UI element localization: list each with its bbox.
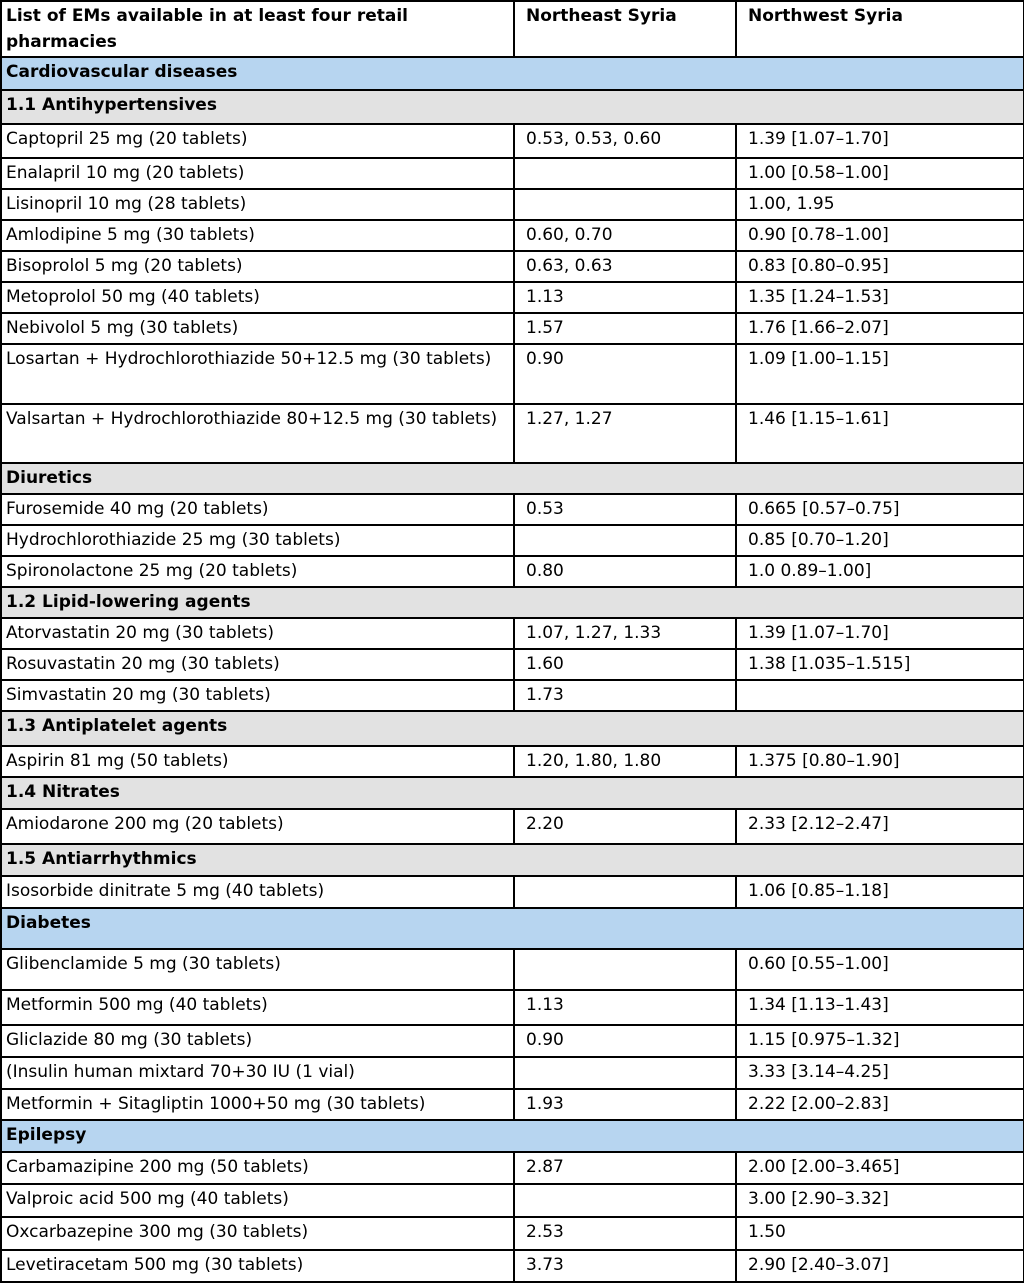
northwest-price-cell: 1.38 [1.035–1.515] <box>736 649 1024 680</box>
medicine-cell: Enalapril 10 mg (20 tablets) <box>1 158 514 189</box>
subsection-title: Diuretics <box>1 463 1024 494</box>
table-row <box>1 189 1024 220</box>
northwest-price-cell: 1.06 [0.85–1.18] <box>736 876 1024 908</box>
medicine-cell: Atorvastatin 20 mg (30 tablets) <box>1 618 514 649</box>
northwest-price-cell: 1.375 [0.80–1.90] <box>736 746 1024 777</box>
medicine-cell: Metformin + Sitagliptin 1000+50 mg (30 tablets) <box>1 1089 514 1120</box>
northwest-price-cell: 2.00 [2.00–3.465] <box>736 1152 1024 1184</box>
section-header-row <box>1 908 1024 949</box>
table-row <box>1 1025 1024 1057</box>
table-row <box>1 649 1024 680</box>
northwest-price-cell: 0.665 [0.57–0.75] <box>736 494 1024 525</box>
medicine-cell: Amiodarone 200 mg (20 tablets) <box>1 809 514 844</box>
medicine-cell: Metoprolol 50 mg (40 tablets) <box>1 282 514 313</box>
medicine-cell: Metformin 500 mg (40 tablets) <box>1 990 514 1025</box>
northeast-price-cell <box>514 949 736 990</box>
table-row <box>1 220 1024 251</box>
northwest-price-cell: 0.85 [0.70–1.20] <box>736 525 1024 556</box>
northeast-price-cell <box>514 876 736 908</box>
northeast-price-cell <box>514 525 736 556</box>
northeast-price-cell <box>514 1057 736 1089</box>
table-row <box>1 809 1024 844</box>
section-title: Cardiovascular diseases <box>1 57 1024 90</box>
northeast-price-cell: 1.13 <box>514 282 736 313</box>
table-body <box>1 57 1024 1282</box>
northeast-price-cell: 0.90 <box>514 1025 736 1057</box>
subsection-header-row <box>1 587 1024 618</box>
medicine-cell: Aspirin 81 mg (50 tablets) <box>1 746 514 777</box>
table-row <box>1 876 1024 908</box>
northeast-price-cell: 1.60 <box>514 649 736 680</box>
northwest-price-cell: 1.35 [1.24–1.53] <box>736 282 1024 313</box>
northwest-price-cell <box>736 680 1024 711</box>
northeast-price-cell: 1.27, 1.27 <box>514 404 736 463</box>
northeast-price-cell: 0.53 <box>514 494 736 525</box>
northwest-price-cell: 3.00 [2.90–3.32] <box>736 1184 1024 1217</box>
column-header-northeast: Northeast Syria <box>514 1 736 57</box>
northeast-price-cell: 2.87 <box>514 1152 736 1184</box>
table-row <box>1 124 1024 158</box>
northeast-price-cell: 3.73 <box>514 1250 736 1282</box>
table-row <box>1 949 1024 990</box>
medicine-cell: Nebivolol 5 mg (30 tablets) <box>1 313 514 344</box>
medicine-cell: Amlodipine 5 mg (30 tablets) <box>1 220 514 251</box>
medicine-cell: Captopril 25 mg (20 tablets) <box>1 124 514 158</box>
northeast-price-cell: 1.73 <box>514 680 736 711</box>
northeast-price-cell: 1.13 <box>514 990 736 1025</box>
table-row <box>1 556 1024 587</box>
northwest-price-cell: 1.0 0.89–1.00] <box>736 556 1024 587</box>
table-row <box>1 313 1024 344</box>
northeast-price-cell: 2.53 <box>514 1217 736 1250</box>
table-row <box>1 990 1024 1025</box>
table-row <box>1 746 1024 777</box>
medicine-cell: (Insulin human mixtard 70+30 IU (1 vial) <box>1 1057 514 1089</box>
subsection-title: 1.1 Antihypertensives <box>1 90 1024 124</box>
subsection-header-row <box>1 463 1024 494</box>
northeast-price-cell: 1.20, 1.80, 1.80 <box>514 746 736 777</box>
northwest-price-cell: 0.83 [0.80–0.95] <box>736 251 1024 282</box>
medicine-cell: Spironolactone 25 mg (20 tablets) <box>1 556 514 587</box>
northeast-price-cell <box>514 158 736 189</box>
subsection-header-row <box>1 711 1024 746</box>
northeast-price-cell: 0.53, 0.53, 0.60 <box>514 124 736 158</box>
medicine-cell: Rosuvastatin 20 mg (30 tablets) <box>1 649 514 680</box>
table-row <box>1 158 1024 189</box>
column-header-northwest: Northwest Syria <box>736 1 1024 57</box>
northeast-price-cell: 2.20 <box>514 809 736 844</box>
section-title: Epilepsy <box>1 1120 1024 1152</box>
medicine-cell: Glibenclamide 5 mg (30 tablets) <box>1 949 514 990</box>
northwest-price-cell: 0.60 [0.55–1.00] <box>736 949 1024 990</box>
subsection-title: 1.4 Nitrates <box>1 777 1024 809</box>
table-row <box>1 525 1024 556</box>
northwest-price-cell: 1.50 <box>736 1217 1024 1250</box>
subsection-title: 1.3 Antiplatelet agents <box>1 711 1024 746</box>
header-row <box>1 1 1024 57</box>
table-row <box>1 1152 1024 1184</box>
medicine-cell: Losartan + Hydrochlorothiazide 50+12.5 mg (30 tablets) <box>1 344 514 404</box>
medicine-cell: Carbamazipine 200 mg (50 tablets) <box>1 1152 514 1184</box>
table-row <box>1 1217 1024 1250</box>
northwest-price-cell: 3.33 [3.14–4.25] <box>736 1057 1024 1089</box>
northwest-price-cell: 1.34 [1.13–1.43] <box>736 990 1024 1025</box>
table-row <box>1 1057 1024 1089</box>
northeast-price-cell: 0.80 <box>514 556 736 587</box>
northwest-price-cell: 1.00, 1.95 <box>736 189 1024 220</box>
northeast-price-cell: 0.90 <box>514 344 736 404</box>
medicine-cell: Lisinopril 10 mg (28 tablets) <box>1 189 514 220</box>
northwest-price-cell: 1.15 [0.975–1.32] <box>736 1025 1024 1057</box>
medicine-cell: Furosemide 40 mg (20 tablets) <box>1 494 514 525</box>
northeast-price-cell: 1.57 <box>514 313 736 344</box>
subsection-header-row <box>1 777 1024 809</box>
table-row <box>1 680 1024 711</box>
northeast-price-cell <box>514 189 736 220</box>
table-row <box>1 494 1024 525</box>
medicine-cell: Levetiracetam 500 mg (30 tablets) <box>1 1250 514 1282</box>
table-row <box>1 1089 1024 1120</box>
table-row <box>1 282 1024 313</box>
northwest-price-cell: 2.33 [2.12–2.47] <box>736 809 1024 844</box>
northwest-price-cell: 2.90 [2.40–3.07] <box>736 1250 1024 1282</box>
medicine-cell: Simvastatin 20 mg (30 tablets) <box>1 680 514 711</box>
northwest-price-cell: 0.90 [0.78–1.00] <box>736 220 1024 251</box>
subsection-title: 1.2 Lipid-lowering agents <box>1 587 1024 618</box>
northeast-price-cell: 1.93 <box>514 1089 736 1120</box>
table-row <box>1 618 1024 649</box>
medicine-cell: Valproic acid 500 mg (40 tablets) <box>1 1184 514 1217</box>
medicine-cell: Oxcarbazepine 300 mg (30 tablets) <box>1 1217 514 1250</box>
northeast-price-cell: 0.60, 0.70 <box>514 220 736 251</box>
medicine-cell: Valsartan + Hydrochlorothiazide 80+12.5 mg (30 tablets) <box>1 404 514 463</box>
section-header-row <box>1 1120 1024 1152</box>
section-header-row <box>1 57 1024 90</box>
subsection-title: 1.5 Antiarrhythmics <box>1 844 1024 876</box>
section-title: Diabetes <box>1 908 1024 949</box>
northwest-price-cell: 1.09 [1.00–1.15] <box>736 344 1024 404</box>
northeast-price-cell: 0.63, 0.63 <box>514 251 736 282</box>
subsection-header-row <box>1 90 1024 124</box>
northwest-price-cell: 1.39 [1.07–1.70] <box>736 124 1024 158</box>
medicine-cell: Bisoprolol 5 mg (20 tablets) <box>1 251 514 282</box>
table-row <box>1 1250 1024 1282</box>
northwest-price-cell: 1.76 [1.66–2.07] <box>736 313 1024 344</box>
medicine-cell: Gliclazide 80 mg (30 tablets) <box>1 1025 514 1057</box>
medicine-cell: Isosorbide dinitrate 5 mg (40 tablets) <box>1 876 514 908</box>
northeast-price-cell <box>514 1184 736 1217</box>
subsection-header-row <box>1 844 1024 876</box>
northwest-price-cell: 1.00 [0.58–1.00] <box>736 158 1024 189</box>
column-header-medicine: List of EMs available in at least four retail pharmacies <box>1 1 514 57</box>
medicine-cell: Hydrochlorothiazide 25 mg (30 tablets) <box>1 525 514 556</box>
table-row <box>1 251 1024 282</box>
table-row <box>1 404 1024 463</box>
northeast-price-cell: 1.07, 1.27, 1.33 <box>514 618 736 649</box>
northwest-price-cell: 1.46 [1.15–1.61] <box>736 404 1024 463</box>
northwest-price-cell: 2.22 [2.00–2.83] <box>736 1089 1024 1120</box>
northwest-price-cell: 1.39 [1.07–1.70] <box>736 618 1024 649</box>
table-row <box>1 1184 1024 1217</box>
table-row <box>1 344 1024 404</box>
